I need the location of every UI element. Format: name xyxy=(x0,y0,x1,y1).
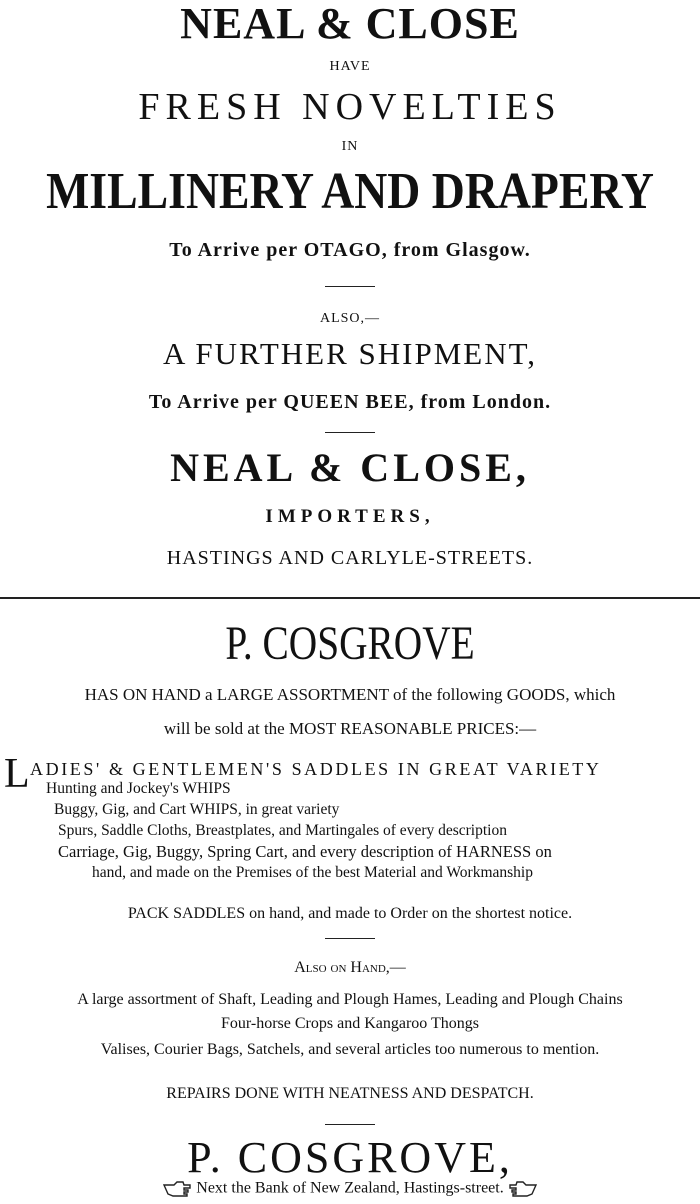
cosgrove-title: P. COSGROVE xyxy=(225,617,475,670)
firm-address: HASTINGS AND CARLYLE-STREETS. xyxy=(166,547,534,569)
millinery-drapery-heading: MILLINERY AND DRAPERY xyxy=(46,163,654,220)
list-item: Hunting and Jockey's WHIPS xyxy=(46,780,231,797)
drop-cap: L xyxy=(4,751,30,797)
hames-line: A large assortment of Shaft, Leading and Plough Hames, Leading and Plough Chains xyxy=(77,991,623,1008)
list-item: hand, and made on the Premises of the best Material and Workmanship xyxy=(92,864,533,881)
arrive-queen-bee-line: To Arrive per QUEEN BEE, from London. xyxy=(148,391,552,413)
fresh-novelties-heading: FRESH NOVELTIES xyxy=(138,86,562,128)
list-item: Spurs, Saddle Cloths, Breastplates, and Martingales of every description xyxy=(58,822,507,839)
crops-line: Four-horse Crops and Kangaroo Thongs xyxy=(220,1015,479,1032)
have-text: HAVE xyxy=(329,59,371,74)
pack-saddles-line: PACK SADDLES on hand, and made to Order on the shortest notice. xyxy=(127,905,573,922)
short-rule xyxy=(325,1124,375,1125)
further-shipment-heading: A FURTHER SHIPMENT, xyxy=(162,336,538,371)
repairs-line: REPAIRS DONE WITH NEATNESS AND DESPATCH. xyxy=(166,1085,534,1102)
pointing-hand-left-icon xyxy=(508,1180,538,1198)
intro-line-1: HAS ON HAND a LARGE ASSORTMENT of the following GOODS, which xyxy=(84,685,616,704)
advertisement-separator xyxy=(0,597,700,599)
short-rule xyxy=(325,938,375,939)
location-line xyxy=(0,1180,700,1198)
intro-line-2: will be sold at the MOST REASONABLE PRICES:— xyxy=(163,719,537,738)
list-item: Carriage, Gig, Buggy, Spring Cart, and every description of HARNESS on xyxy=(58,842,552,861)
importers-text: IMPORTERS, xyxy=(265,506,435,527)
location-text: Next the Bank of New Zealand, Hastings-street. xyxy=(196,1179,504,1197)
short-rule xyxy=(325,432,375,433)
firm-title: NEAL & CLOSE xyxy=(180,0,520,48)
also-on-hand-text: Also on Hand,— xyxy=(294,959,406,976)
also-text: ALSO,— xyxy=(319,311,381,326)
short-rule xyxy=(325,286,375,287)
cosgrove-signature: P. COSGROVE, xyxy=(187,1133,513,1182)
valises-line: Valises, Courier Bags, Satchels, and several articles too numerous to mention. xyxy=(100,1041,600,1058)
in-text: IN xyxy=(341,139,359,154)
pointing-hand-right-icon xyxy=(162,1180,192,1198)
firm-signature: NEAL & CLOSE, xyxy=(170,445,530,490)
saddles-heading: ADIES' & GENTLEMEN'S SADDLES IN GREAT VARIETY xyxy=(30,759,602,779)
list-item: Buggy, Gig, and Cart WHIPS, in great variety xyxy=(54,801,340,818)
arrive-otago-line: To Arrive per OTAGO, from Glasgow. xyxy=(169,239,531,261)
